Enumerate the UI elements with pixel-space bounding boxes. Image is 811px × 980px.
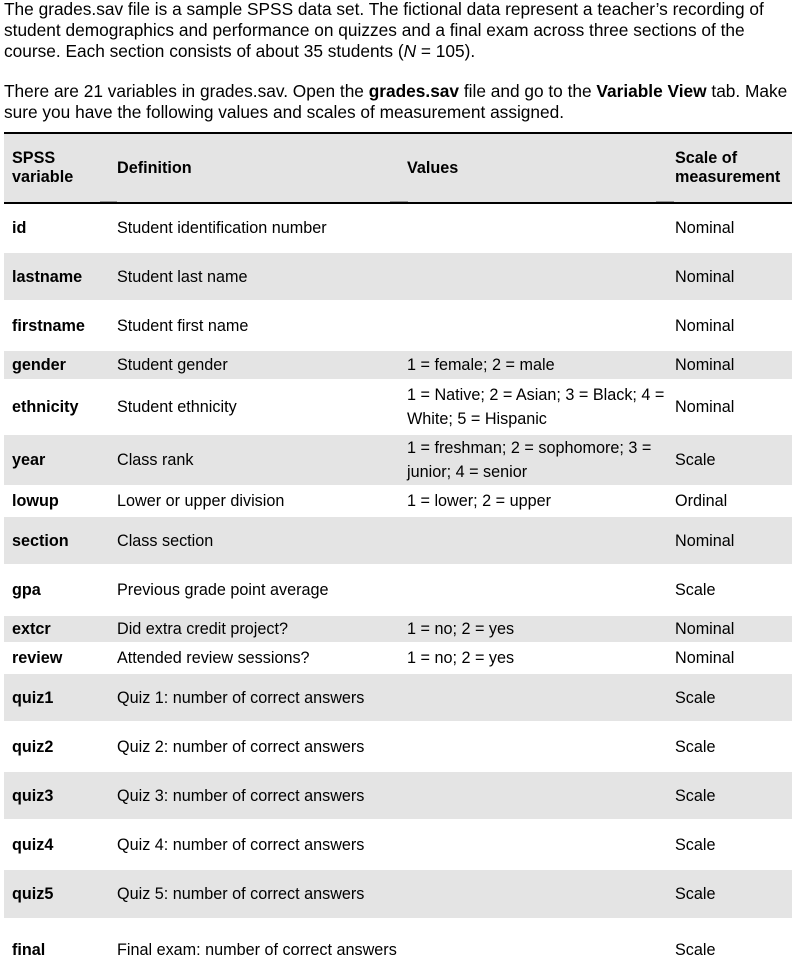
table-row [4, 674, 792, 721]
variable-values [407, 566, 669, 613]
variable-name: quiz1 [12, 688, 54, 707]
variable-values: 1 = lower; 2 = upper [407, 492, 551, 510]
variable-name: section [12, 531, 69, 550]
variable-definition: Student gender [117, 356, 228, 374]
table-row [4, 870, 792, 918]
variable-scale: Nominal [675, 531, 735, 550]
table-row [4, 920, 792, 980]
header-values: Values [407, 158, 459, 177]
table-row [4, 821, 792, 868]
variable-view-tab-name: Variable View [596, 81, 707, 101]
variable-name: gpa [12, 580, 41, 599]
variable-scale: Nominal [675, 316, 735, 335]
variable-definition: Quiz 2: number of correct answers [117, 737, 365, 756]
variable-scale: Nominal [675, 267, 735, 286]
variable-name: ethnicity [12, 398, 79, 416]
instructions-text-a: There are 21 variables in grades.sav. Open the [4, 81, 369, 101]
variable-definition: Class section [117, 531, 214, 550]
variable-definition: Quiz 4: number of correct answers [117, 835, 365, 854]
variable-scale: Scale [675, 835, 716, 854]
header-scale-of-measurement: Scale of measurement [675, 149, 781, 186]
instructions-text-c: tab. Make sure you have the following values and scales of measurement assigned. [4, 81, 788, 122]
variable-values [407, 920, 669, 980]
variable-definition: Class rank [117, 451, 194, 469]
variable-values: 1 = no; 2 = yes [407, 649, 515, 667]
variable-definition: Quiz 5: number of correct answers [117, 885, 365, 903]
variable-definition: Previous grade point average [117, 580, 329, 599]
variable-scale: Nominal [675, 356, 735, 374]
variable-definition: Quiz 3: number of correct answers [117, 786, 365, 805]
variable-values [407, 870, 669, 918]
variable-scale: Scale [675, 451, 716, 469]
variable-definition: Student last name [117, 267, 248, 286]
variable-name: quiz3 [12, 786, 54, 805]
table-row [4, 351, 792, 379]
variable-values [407, 204, 669, 251]
variable-name: id [12, 218, 27, 237]
table-row [4, 302, 792, 349]
variable-name: lowup [12, 492, 59, 510]
variable-scale: Scale [675, 737, 716, 756]
header-definition: Definition [117, 158, 192, 177]
table-row [4, 723, 792, 770]
table-row [4, 644, 792, 672]
variable-values [407, 674, 669, 721]
variable-values [407, 517, 669, 564]
table-row [4, 253, 792, 300]
variable-values [407, 253, 669, 300]
variable-name: lastname [12, 267, 83, 286]
instructions-text-b: file and go to the [459, 81, 597, 101]
variable-values: 1 = female; 2 = male [407, 356, 555, 374]
intro-paragraph [4, 0, 794, 62]
intro-text: The grades.sav file is a sample SPSS data set. The fictional data represent a teacher’s recording of student demographics and performance on quizzes and a final exam across three sections of the course. Each section consists of about 35 students ( [4, 0, 764, 61]
variable-scale: Nominal [675, 398, 735, 416]
table-header-row [4, 134, 792, 202]
variable-scale: Ordinal [675, 492, 728, 510]
variable-values [407, 302, 669, 349]
variable-values: 1 = freshman; 2 = sophomore; 3 = junior; 4 = senior [407, 439, 652, 481]
variable-name: year [12, 451, 46, 469]
instructions-paragraph [4, 81, 794, 123]
variable-definition: Attended review sessions? [117, 649, 310, 667]
variable-name: quiz2 [12, 737, 54, 756]
variable-scale: Scale [675, 786, 716, 805]
table-row [4, 435, 792, 485]
variable-values [407, 723, 669, 770]
variable-name: firstname [12, 316, 85, 335]
variable-definition: Lower or upper division [117, 492, 285, 510]
variable-scale: Nominal [675, 218, 735, 237]
variable-scale: Scale [675, 688, 716, 707]
table-row [4, 381, 792, 433]
variable-definition: Quiz 1: number of correct answers [117, 688, 365, 707]
variable-scale: Nominal [675, 649, 735, 667]
variable-name: quiz5 [12, 885, 54, 903]
variable-definition: Student ethnicity [117, 398, 237, 416]
variable-definition: Did extra credit project? [117, 620, 288, 638]
variable-values: 1 = Native; 2 = Asian; 3 = Black; 4 = White; 5 = Hispanic [407, 386, 665, 428]
table-row [4, 616, 792, 642]
intro-n-value: = 105). [416, 41, 476, 61]
variable-scale: Scale [675, 580, 716, 599]
variable-name: extcr [12, 620, 51, 638]
table-row [4, 566, 792, 613]
variable-name: final [12, 941, 46, 959]
variable-definition: Final exam: number of correct answers [117, 941, 397, 959]
intro-n-symbol: N [403, 41, 417, 61]
variable-name: quiz4 [12, 835, 54, 854]
variable-name: review [12, 649, 63, 667]
table-row [4, 772, 792, 819]
table-row [4, 487, 792, 515]
variable-values: 1 = no; 2 = yes [407, 620, 515, 638]
header-spss-variable: SPSS variable [12, 149, 74, 186]
table-row [4, 204, 792, 251]
variable-values [407, 772, 669, 819]
variable-scale: Nominal [675, 620, 735, 638]
table-row [4, 517, 792, 564]
variable-definition: Student identification number [117, 218, 327, 237]
file-name: grades.sav [368, 81, 460, 101]
variable-values [407, 821, 669, 868]
variable-name: gender [12, 356, 66, 374]
variable-scale: Scale [675, 885, 716, 903]
variable-definition: Student first name [117, 316, 249, 335]
variable-scale: Scale [675, 941, 716, 959]
